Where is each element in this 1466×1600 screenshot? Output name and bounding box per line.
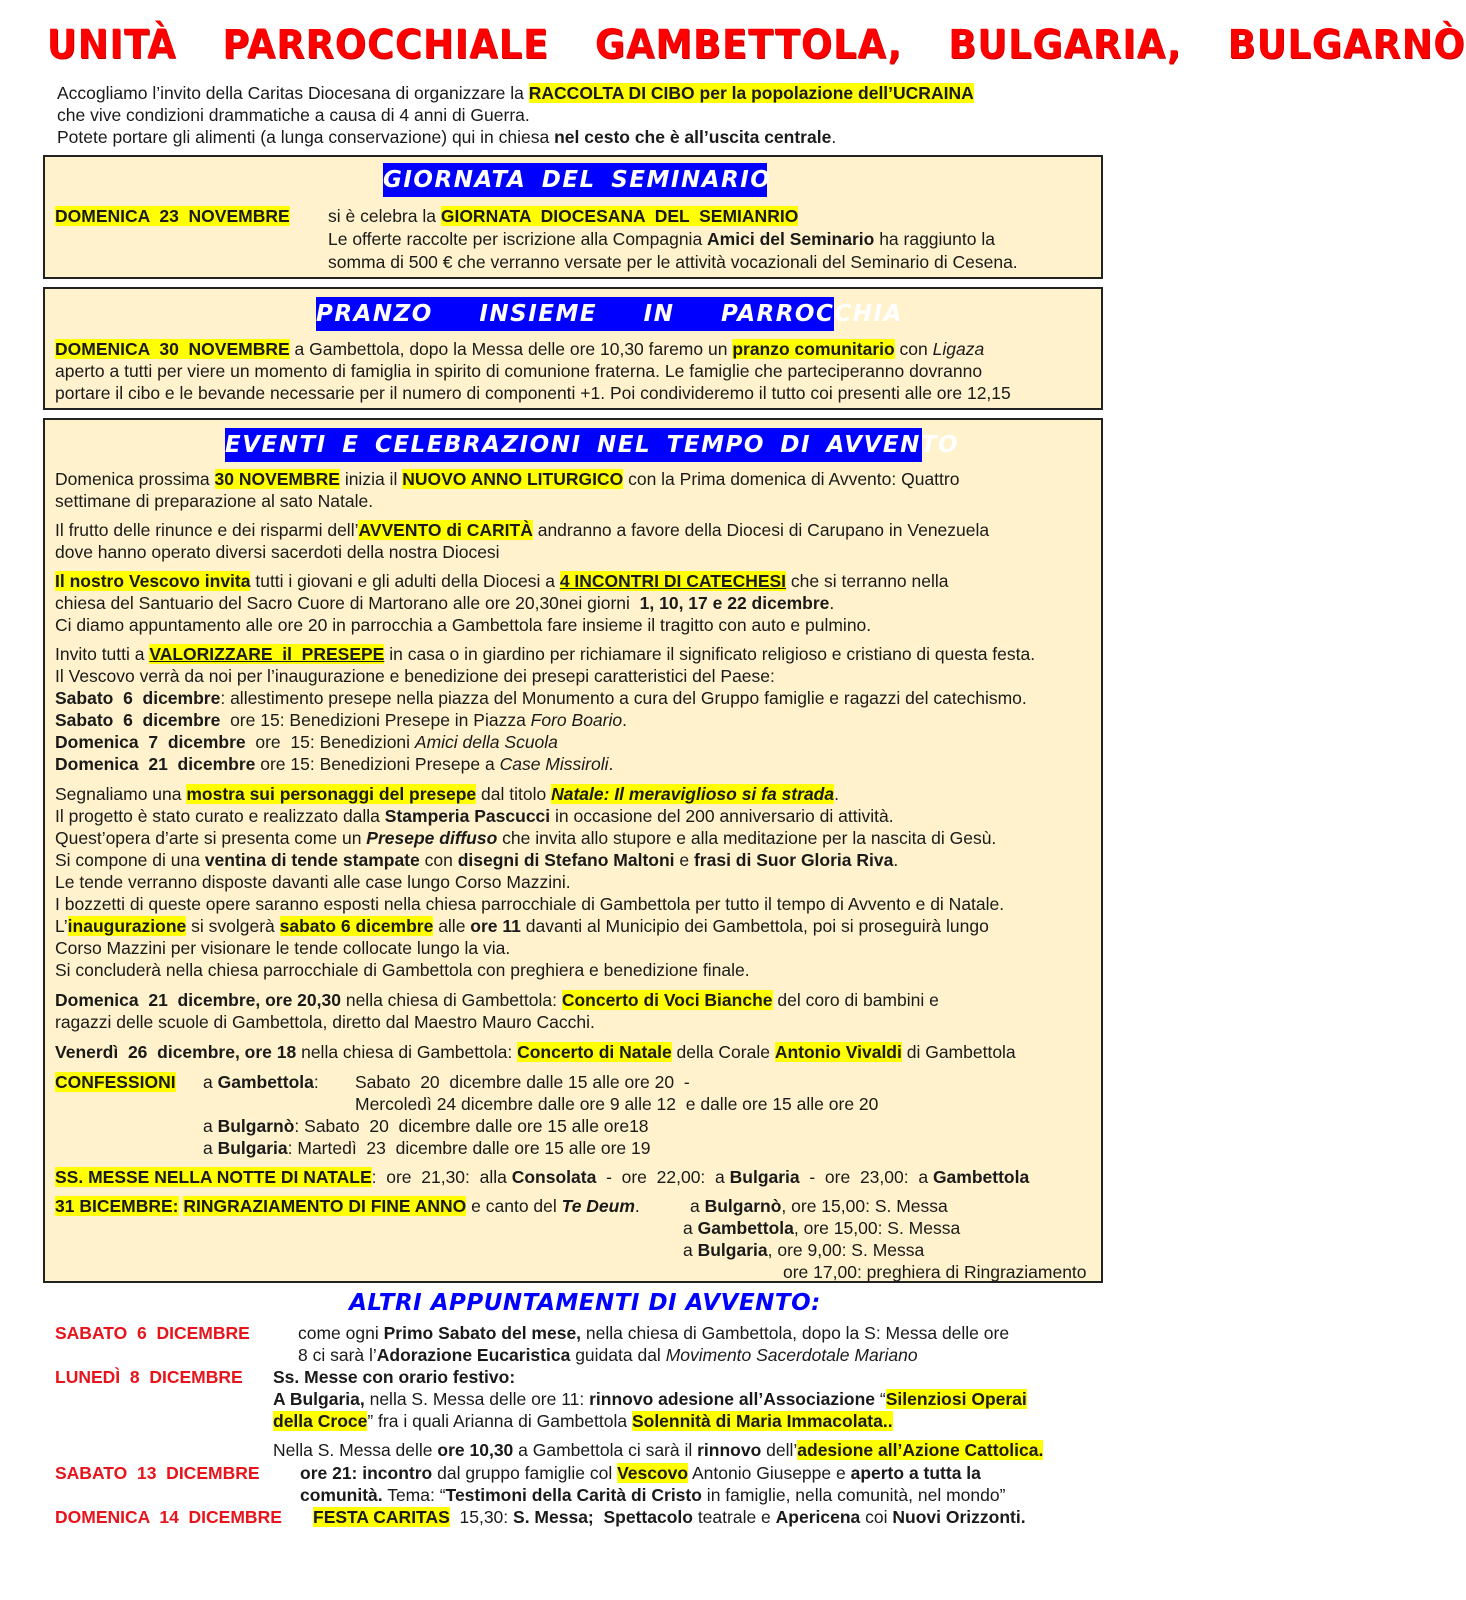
text: a bbox=[683, 1240, 698, 1260]
text-bold: Testimoni della Carità di Cristo bbox=[445, 1485, 702, 1505]
text: a bbox=[203, 1072, 218, 1092]
text-bold: rinnovo adesione all’Associazione bbox=[589, 1389, 876, 1409]
text: con la Prima domenica di Avvento: Quattro bbox=[623, 469, 960, 489]
text-highlight: Vescovo bbox=[617, 1463, 689, 1483]
text-highlight: FESTA CARITAS bbox=[313, 1507, 450, 1527]
text-highlight: adesione all’Azione Cattolica. bbox=[797, 1440, 1044, 1460]
text: andranno a favore della Diocesi di Carupano in Venezuela bbox=[532, 520, 990, 540]
text-highlight-underline: VALORIZZARE il PRESEPE bbox=[149, 644, 385, 664]
text: . bbox=[608, 754, 614, 774]
text-highlight: della Croce bbox=[273, 1411, 368, 1431]
text-bold: Domenica 21 dicembre, ore 20,30 bbox=[55, 990, 341, 1010]
text-italic: Case Missiroli bbox=[499, 754, 609, 774]
text: . bbox=[893, 850, 899, 870]
text-highlight: Silenziosi Operai bbox=[885, 1389, 1027, 1409]
text-bold: Sabato 6 dicembre bbox=[55, 688, 221, 708]
text-italic: Amici della Scuola bbox=[414, 732, 558, 752]
text: Invito tutti a bbox=[55, 644, 150, 664]
text: Corso Mazzini per visionare le tende collocate lungo la via. bbox=[55, 938, 511, 958]
text: dell’ bbox=[761, 1440, 798, 1460]
text-bold: Stamperia Pascucci bbox=[384, 806, 551, 826]
text: dal titolo bbox=[476, 784, 552, 804]
text: nella chiesa di Gambettola, dopo la S: Messa delle ore bbox=[581, 1323, 1010, 1343]
text: si è celebra la bbox=[328, 206, 441, 226]
text: I bozzetti di queste opere saranno esposti nella chiesa parrocchiale di Gambettola per tutto il tempo di Avvento e di Natale. bbox=[55, 894, 1005, 914]
text-bold: comunità. bbox=[300, 1485, 383, 1505]
text: somma di 500 € che verranno versate per le attività vocazionali del Seminario di Cesena. bbox=[328, 252, 1018, 272]
text: , ore 15,00: S. Messa bbox=[781, 1196, 948, 1216]
text-italic: Movimento Sacerdotale Mariano bbox=[665, 1345, 918, 1365]
text-bold: ventina di tende stampate bbox=[204, 850, 420, 870]
text-highlight: Antonio Vivaldi bbox=[774, 1042, 902, 1062]
text: si svolgerà bbox=[186, 916, 280, 936]
text-bold: ore 11 bbox=[470, 916, 521, 936]
text: ore 17,00: preghiera di Ringraziamento bbox=[783, 1262, 1087, 1282]
text-bold: Venerdì 26 dicembre, ore 18 bbox=[55, 1042, 297, 1062]
text-bold: ore 21: incontro bbox=[300, 1463, 433, 1483]
text: a bbox=[203, 1138, 218, 1158]
text: nella chiesa di Gambettola: bbox=[340, 990, 562, 1010]
text: Sabato 20 dicembre dalle 15 alle ore 20 - bbox=[355, 1072, 690, 1092]
text-highlight-italic: Natale: Il meraviglioso si fa strada bbox=[551, 784, 835, 804]
page-title: UNITÀ PARROCCHIALE GAMBETTOLA, BULGARIA, BULGARNÒ bbox=[46, 22, 1466, 68]
text: come ogni bbox=[298, 1323, 384, 1343]
text: ore 15: Benedizioni Presepe a bbox=[255, 754, 500, 774]
text-bold: Sabato 6 dicembre bbox=[55, 710, 221, 730]
text: con bbox=[419, 850, 458, 870]
text: a Gambettola, dopo la Messa delle ore 10,30 faremo un bbox=[289, 339, 733, 359]
text: in famiglie, nella comunità, nel mondo” bbox=[701, 1485, 1006, 1505]
text: davanti al Municipio dei Gambettola, poi si proseguirà lungo bbox=[520, 916, 989, 936]
text: aperto a tutti per viere un momento di famiglia in spirito di comunione fraterna. Le famiglie che parteciperanno dovranno bbox=[55, 361, 983, 381]
text-bold: S. Messa; bbox=[513, 1507, 594, 1527]
text: nella chiesa di Gambettola: bbox=[296, 1042, 518, 1062]
text: in occasione del 200 anniversario di attività. bbox=[550, 806, 894, 826]
text: inizia il bbox=[339, 469, 403, 489]
text: Antonio Giuseppe e bbox=[688, 1463, 851, 1483]
text-italic: Foro Boario bbox=[530, 710, 623, 730]
intro-bold: nel cesto che è all’uscita centrale bbox=[554, 127, 832, 147]
intro-text: Accogliamo l’invito della Caritas Diocesana di organizzare la bbox=[57, 83, 529, 103]
text: Segnaliamo una bbox=[55, 784, 187, 804]
text: 15,30: bbox=[449, 1507, 514, 1527]
intro-paragraph bbox=[57, 82, 1137, 148]
text-highlight: sabato 6 dicembre bbox=[279, 916, 434, 936]
text: Le tende verranno disposte davanti alle case lungo Corso Mazzini. bbox=[55, 872, 571, 892]
text-bold: A Bulgaria, bbox=[273, 1389, 365, 1409]
text-highlight: 31 BICEMBRE: bbox=[55, 1196, 179, 1216]
event-date: LUNEDÌ 8 DICEMBRE bbox=[55, 1367, 243, 1387]
text-bold: disegni di Stefano Maltoni bbox=[457, 850, 675, 870]
text-bold: 1, 10, 17 e 22 dicembre bbox=[639, 593, 830, 613]
text-bold: Spettacolo bbox=[603, 1507, 693, 1527]
text-highlight: mostra sui personaggi del presepe bbox=[186, 784, 477, 804]
text: Quest’opera d’arte si presenta come un bbox=[55, 828, 367, 848]
text-highlight: RINGRAZIAMENTO DI FINE ANNO bbox=[183, 1196, 467, 1216]
event-date: DOMENICA 14 DICEMBRE bbox=[55, 1507, 282, 1527]
text-bold: Ss. Messe con orario festivo: bbox=[273, 1367, 516, 1387]
text: Ci diamo appuntamento alle ore 20 in parrocchia a Gambettola fare insieme il tragitto con auto e pulmino. bbox=[55, 615, 872, 635]
text: teatrale e bbox=[692, 1507, 776, 1527]
altri-appuntamenti-title: ALTRI APPUNTAMENTI DI AVVENTO: bbox=[349, 1290, 821, 1316]
text: ha raggiunto la bbox=[874, 229, 995, 249]
text: , ore 15,00: S. Messa bbox=[793, 1218, 961, 1238]
text-highlight: 30 NOVEMBRE bbox=[214, 469, 340, 489]
text-bold-italic: Te Deum bbox=[561, 1196, 635, 1216]
event-date: SABATO 6 DICEMBRE bbox=[55, 1323, 250, 1343]
text: . bbox=[829, 593, 835, 613]
event-date: SABATO 13 DICEMBRE bbox=[55, 1463, 260, 1483]
text: nella S. Messa delle ore 11: bbox=[364, 1389, 590, 1409]
text-bold: Adorazione Eucaristica bbox=[376, 1345, 571, 1365]
text: dove hanno operato diversi sacerdoti della nostra Diocesi bbox=[55, 542, 500, 562]
pranzo-date: DOMENICA 30 NOVEMBRE bbox=[55, 339, 290, 359]
text-bold: Bulgaria bbox=[217, 1138, 288, 1158]
text: e canto del bbox=[466, 1196, 562, 1216]
text-bold: Gambettola bbox=[697, 1218, 794, 1238]
text: guidata dal bbox=[570, 1345, 666, 1365]
text: ore 15: Benedizioni Presepe in Piazza bbox=[220, 710, 531, 730]
text-bold: Domenica 7 dicembre bbox=[55, 732, 246, 752]
text: “ bbox=[875, 1389, 886, 1409]
text: a bbox=[683, 1218, 698, 1238]
confessioni-label: CONFESSIONI bbox=[55, 1072, 176, 1092]
text-bold: Domenica 21 dicembre bbox=[55, 754, 256, 774]
text: di Gambettola bbox=[901, 1042, 1016, 1062]
text: Tema: “ bbox=[382, 1485, 446, 1505]
text: Si concluderà nella chiesa parrocchiale di Gambettola con preghiera e benedizione finale. bbox=[55, 960, 750, 980]
text: portare il cibo e le bevande necessarie per il numero di componenti +1. Poi condivideremo il tutto coi presenti alle ore 12,15 bbox=[55, 383, 1011, 403]
text: settimane di preparazione al sato Natale. bbox=[55, 491, 374, 511]
text-bold: Bulgarnò bbox=[704, 1196, 782, 1216]
text-bold: Bulgaria bbox=[729, 1167, 800, 1187]
text: chiesa del Santuario del Sacro Cuore di Martorano alle ore 20,30nei giorni bbox=[55, 593, 640, 613]
text: L’ bbox=[55, 916, 68, 936]
text-highlight: Il nostro Vescovo invita bbox=[55, 571, 251, 591]
text: ore 15: Benedizioni bbox=[245, 732, 415, 752]
text: che invita allo stupore e alla meditazione per la nascita di Gesù. bbox=[497, 828, 997, 848]
text-bold: rinnovo bbox=[697, 1440, 762, 1460]
text: a bbox=[690, 1196, 705, 1216]
text-bold: Consolata bbox=[511, 1167, 597, 1187]
text: . bbox=[622, 710, 627, 730]
intro-text: . bbox=[831, 127, 837, 147]
text-highlight: inaugurazione bbox=[67, 916, 187, 936]
text-italic: Ligaza bbox=[932, 339, 985, 359]
text-highlight: pranzo comunitario bbox=[732, 339, 895, 359]
text-bold-italic: Presepe diffuso bbox=[366, 828, 498, 848]
text: tutti i giovani e gli adulti della Diocesi a bbox=[250, 571, 560, 591]
text: : ore 21,30: alla bbox=[371, 1167, 512, 1187]
seminario-banner: GIORNATA DEL SEMINARIO bbox=[383, 163, 767, 197]
seminario-highlight: GIORNATA DIOCESANA DEL SEMIANRIO bbox=[440, 206, 799, 226]
text: . bbox=[834, 784, 839, 804]
text: a bbox=[203, 1116, 218, 1136]
text: coi bbox=[860, 1507, 893, 1527]
text: Domenica prossima bbox=[55, 469, 215, 489]
text: ” fra i quali Arianna di Gambettola bbox=[367, 1411, 632, 1431]
text: della Corale bbox=[671, 1042, 775, 1062]
text: in casa o in giardino per richiamare il significato religioso e cristiano di questa festa. bbox=[384, 644, 1036, 664]
text-bold: Gambettola bbox=[217, 1072, 314, 1092]
text-bold: Gambettola bbox=[932, 1167, 1030, 1187]
text-bold: ore 10,30 bbox=[437, 1440, 514, 1460]
text-bold: Amici del Seminario bbox=[707, 229, 875, 249]
text-highlight: AVVENTO di CARITÀ bbox=[358, 520, 533, 540]
text-highlight: Concerto di Voci Bianche bbox=[561, 990, 773, 1010]
text: - ore 22,00: a bbox=[596, 1167, 730, 1187]
text-bold: aperto a tutta la bbox=[850, 1463, 981, 1483]
food-collection-highlight: RACCOLTA DI CIBO per la popolazione dell’UCRAINA bbox=[528, 83, 974, 103]
text: : allestimento presepe nella piazza del Monumento a cura del Gruppo famiglie e ragazzi del catechismo. bbox=[220, 688, 1027, 708]
text-bold: Primo Sabato del mese, bbox=[383, 1323, 582, 1343]
text: 8 ci sarà l’ bbox=[298, 1345, 377, 1365]
avvento-section bbox=[43, 418, 1103, 1283]
text: dal gruppo famiglie col bbox=[432, 1463, 618, 1483]
intro-text: che vive condizioni drammatiche a causa di 4 anni di Guerra. bbox=[57, 105, 530, 125]
text-bold: Apericena bbox=[775, 1507, 861, 1527]
text: Il Vescovo verrà da noi per l’inaugurazione e benedizione dei presepi caratteristici del Paese: bbox=[55, 666, 775, 686]
text: ragazzi delle scuole di Gambettola, diretto dal Maestro Mauro Cacchi. bbox=[55, 1012, 595, 1032]
text-highlight: Concerto di Natale bbox=[517, 1042, 672, 1062]
avvento-banner: EVENTI E CELEBRAZIONI NEL TEMPO DI AVVENTO bbox=[225, 428, 922, 462]
text-highlight: NUOVO ANNO LITURGICO bbox=[402, 469, 624, 489]
text: e bbox=[674, 850, 694, 870]
text-highlight-underline: 4 INCONTRI DI CATECHESI bbox=[559, 571, 787, 591]
text-bold: frasi di Suor Gloria Riva bbox=[693, 850, 894, 870]
text: del coro di bambini e bbox=[772, 990, 939, 1010]
text-highlight: SS. MESSE NELLA NOTTE DI NATALE bbox=[55, 1167, 372, 1187]
text: Il progetto è stato curato e realizzato dalla bbox=[55, 806, 385, 826]
text: Le offerte raccolte per iscrizione alla Compagnia bbox=[328, 229, 708, 249]
text: . bbox=[634, 1196, 640, 1216]
text: Mercoledì 24 dicembre dalle ore 9 alle 12 e dalle ore 15 alle ore 20 bbox=[355, 1094, 879, 1114]
text: : bbox=[313, 1072, 319, 1092]
text-bold: Bulgaria bbox=[697, 1240, 768, 1260]
pranzo-section bbox=[43, 287, 1103, 410]
seminario-section bbox=[43, 155, 1103, 279]
text: alle bbox=[433, 916, 471, 936]
text: Si compone di una bbox=[55, 850, 205, 870]
text: : Martedì 23 dicembre dalle ore 15 alle ore 19 bbox=[287, 1138, 651, 1158]
text: a Gambettola ci sarà il bbox=[513, 1440, 698, 1460]
text: : Sabato 20 dicembre dalle ore 15 alle ore18 bbox=[294, 1116, 649, 1136]
text: , ore 9,00: S. Messa bbox=[767, 1240, 925, 1260]
text-bold: Bulgarnò bbox=[217, 1116, 295, 1136]
pranzo-banner: PRANZO INSIEME IN PARROCCHIA bbox=[316, 297, 834, 331]
text-highlight: Solennità di Maria Immacolata.. bbox=[631, 1411, 893, 1431]
text: Nella S. Messa delle bbox=[273, 1440, 438, 1460]
text: che si terranno nella bbox=[786, 571, 949, 591]
seminario-date: DOMENICA 23 NOVEMBRE bbox=[55, 206, 290, 226]
intro-text: Potete portare gli alimenti (a lunga conservazione) qui in chiesa bbox=[57, 127, 555, 147]
text: - ore 23,00: a bbox=[799, 1167, 933, 1187]
text: Il frutto delle rinunce e dei risparmi dell’ bbox=[55, 520, 359, 540]
text: con bbox=[894, 339, 933, 359]
text-bold: Nuovi Orizzonti. bbox=[892, 1507, 1026, 1527]
